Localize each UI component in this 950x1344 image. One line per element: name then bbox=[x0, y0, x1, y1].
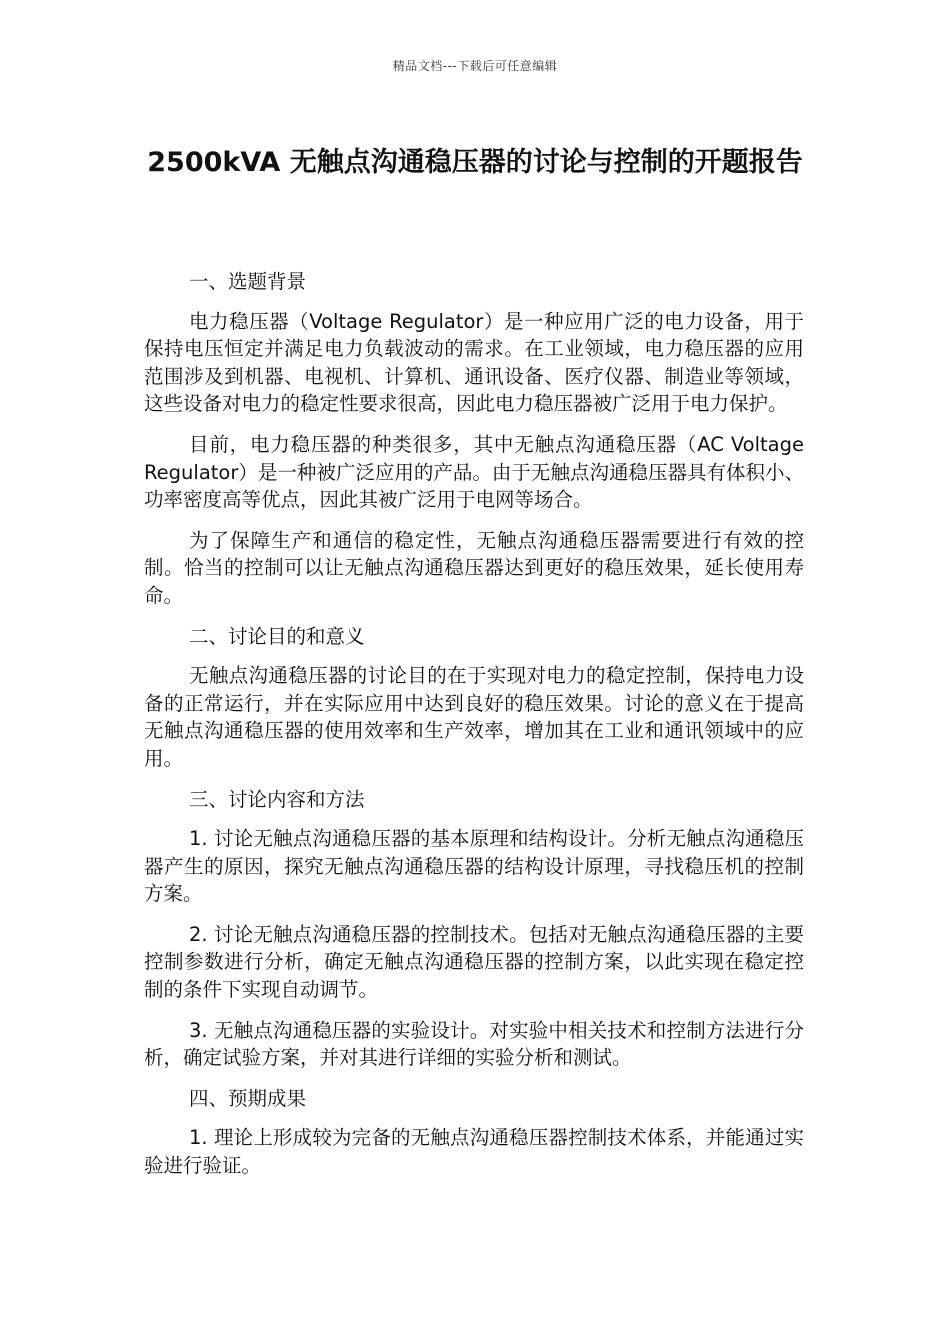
paragraph: 为了保障生产和通信的稳定性，无触点沟通稳压器需要进行有效的控制。恰当的控制可以让无触点沟通稳压器达到更好的稳压效果，延长使用寿命。 bbox=[144, 528, 804, 607]
section-heading-outcomes: 四、预期成果 bbox=[189, 1086, 307, 1110]
header-note: 精品文档---下载后可任意编辑 bbox=[392, 59, 558, 73]
section-heading-background: 一、选题背景 bbox=[189, 270, 307, 293]
section-heading-methods: 三、讨论内容和方法 bbox=[189, 787, 365, 811]
paragraph: 无触点沟通稳压器的讨论目的在于实现对电力的稳定控制，保持电力设备的正常运行，并在实际应用中达到良好的稳压效果。讨论的意义在于提高无触点沟通稳压器的使用效率和生产效率，增加其在工业和通讯领域中的应用。 bbox=[144, 664, 804, 770]
list-item: 2. 讨论无触点沟通稳压器的控制技术。包括对无触点沟通稳压器的主要控制参数进行分析，确定无触点沟通稳压器的控制方案，以此实现在稳定控制的条件下实现自动调节。 bbox=[144, 922, 804, 1002]
paragraph: 电力稳压器（Voltage Regulator）是一种应用广泛的电力设备，用于保持电压恒定并满足电力负载波动的需求。在工业领域，电力稳压器的应用范围涉及到机器、电视机、计算机、通讯设备、医疗仪器、制造业等领域，这些设备对电力的稳定性要求很高，因此电力稳压器被广泛用于电力保护。 bbox=[144, 309, 804, 416]
list-item: 3. 无触点沟通稳压器的实验设计。对实验中相关技术和控制方法进行分析，确定试验方案，并对其进行详细的实验分析和测试。 bbox=[144, 1018, 804, 1070]
section-heading-purpose: 二、讨论目的和意义 bbox=[189, 624, 365, 648]
list-item: 1. 理论上形成较为完备的无触点沟通稳压器控制技术体系，并能通过实验进行验证。 bbox=[144, 1126, 804, 1178]
document-title: 2500kVA 无触点沟通稳压器的讨论与控制的开题报告 bbox=[147, 147, 803, 178]
list-item: 1. 讨论无触点沟通稳压器的基本原理和结构设计。分析无触点沟通稳压器产生的原因，探究无触点沟通稳压器的结构设计原理，寻找稳压机的控制方案。 bbox=[144, 827, 804, 906]
document-body bbox=[144, 268, 804, 1193]
paragraph: 目前，电力稳压器的种类很多，其中无触点沟通稳压器（AC Voltage Regulator）是一种被广泛应用的产品。由于无触点沟通稳压器具有体积小、功率密度高等优点，因此其被广泛用于电网等场合。 bbox=[144, 432, 804, 512]
